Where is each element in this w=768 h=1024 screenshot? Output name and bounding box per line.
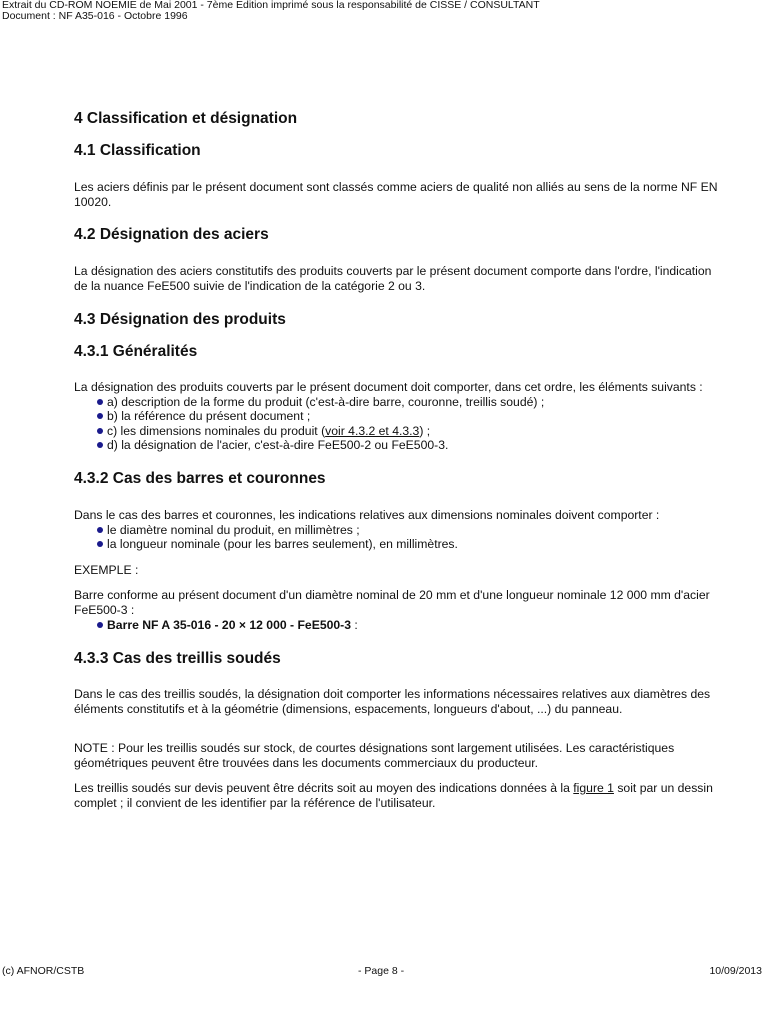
list-item-text: a) description de la forme du produit (c'est-à-dire barre, couronne, treillis soudé) ; (107, 395, 545, 409)
section-4-3-1-intro: La désignation des produits couverts par le présent document doit comporter, dans cet ordre, les éléments suivants : (74, 380, 703, 394)
paragraph-line: La désignation des aciers constitutifs des produits couverts par le présent document comporte dans l'ordre, l'indication (74, 264, 712, 278)
section-4-3-3-heading: 4.3.3 Cas des treillis soudés (74, 650, 281, 667)
paragraph-text: soit par un dessin (613, 781, 713, 795)
list-item-text: la longueur nominale (pour les barres seulement), en millimètres. (107, 537, 458, 551)
list-item (97, 523, 360, 538)
section-4-3-3-paragraph-2 (74, 781, 740, 811)
list-item (97, 537, 458, 552)
bullet-icon (97, 413, 103, 419)
bullet-icon (97, 399, 103, 405)
footer-copyright: (c) AFNOR/CSTB (2, 965, 85, 977)
note-paragraph (74, 741, 740, 771)
paragraph-line: 10020. (74, 195, 112, 209)
list-item-text: ) ; (419, 424, 431, 438)
bullet-icon (97, 442, 103, 448)
section-4-3-heading: 4.3 Désignation des produits (74, 311, 286, 328)
section-4-1-heading: 4.1 Classification (74, 142, 201, 159)
section-4-2-paragraph (74, 264, 740, 294)
example-paragraph (74, 588, 740, 618)
paragraph-line: Les aciers définis par le présent document sont classés comme aciers de qualité non alliés au sens de la norme NF EN (74, 180, 718, 194)
paragraph-line: NOTE : Pour les treillis soudés sur stock, de courtes désignations sont largement utilisées. Les caractéristiques (74, 741, 675, 755)
example-label: EXEMPLE : (74, 563, 139, 577)
link-figure-1[interactable]: figure 1 (573, 781, 614, 795)
paragraph-line: Barre conforme au présent document d'un diamètre nominal de 20 mm et d'une longueur nominale 12 000 mm d'acier (74, 588, 710, 602)
list-item-c (97, 424, 430, 439)
bullet-icon (97, 541, 103, 547)
example-designation-text: Barre NF A 35-016 - 20 × 12 000 - FeE500-3 (107, 618, 351, 632)
section-4-3-3-paragraph (74, 687, 740, 717)
bullet-icon (97, 527, 103, 533)
paragraph-line: complet ; il convient de les identifier par la référence de l'utilisateur. (74, 796, 436, 810)
section-4-3-2-intro: Dans le cas des barres et couronnes, les indications relatives aux dimensions nominales doivent comporter : (74, 508, 660, 522)
print-header-line-2: Document : NF A35-016 - Octobre 1996 (2, 10, 188, 22)
list-item-text: le diamètre nominal du produit, en millimètres ; (107, 523, 360, 537)
list-item-text: : (351, 618, 358, 632)
paragraph-text: Les treillis soudés sur devis peuvent être décrits soit au moyen des indications données à la (74, 781, 574, 795)
link-voir-4-3-2-4-3-3[interactable]: voir 4.3.2 et 4.3.3 (325, 424, 420, 438)
paragraph-line: éléments constitutifs et à la géométrie (dimensions, espacements, longueurs d'about, ...) du panneau. (74, 702, 623, 716)
paragraph-line: FeE500-3 : (74, 603, 135, 617)
paragraph-line (74, 781, 740, 796)
list-item-text: b) la référence du présent document ; (107, 409, 311, 423)
section-4-1-paragraph (74, 180, 740, 210)
paragraph-line: Dans le cas des treillis soudés, la désignation doit comporter les informations nécessaires relatives aux diamètres des (74, 687, 711, 701)
list-item-text: c) les dimensions nominales du produit ( (107, 424, 326, 438)
example-designation (97, 618, 358, 633)
list-item-a (97, 395, 544, 410)
list-item-b (97, 409, 310, 424)
bullet-icon (97, 428, 103, 434)
list-item-text: d) la désignation de l'acier, c'est-à-dire FeE500-2 ou FeE500-3. (107, 438, 449, 452)
section-4-3-2-heading: 4.3.2 Cas des barres et couronnes (74, 470, 326, 487)
footer-page-number: - Page 8 - (358, 965, 405, 977)
print-header-line-1: Extrait du CD-ROM NOEMIE de Mai 2001 - 7ème Edition imprimé sous la responsabilité de CISSE / CONSULTANT (2, 0, 540, 11)
section-4-3-1-heading: 4.3.1 Généralités (74, 343, 198, 360)
bullet-icon (97, 622, 103, 628)
paragraph-line: de la nuance FeE500 suivie de l'indication de la catégorie 2 ou 3. (74, 279, 426, 293)
footer-date: 10/09/2013 (709, 965, 762, 977)
list-item-d (97, 438, 448, 453)
section-4-2-heading: 4.2 Désignation des aciers (74, 226, 269, 243)
paragraph-line: géométriques peuvent être trouvées dans les documents commerciaux du producteur. (74, 756, 539, 770)
section-4-heading: 4 Classification et désignation (74, 110, 298, 127)
